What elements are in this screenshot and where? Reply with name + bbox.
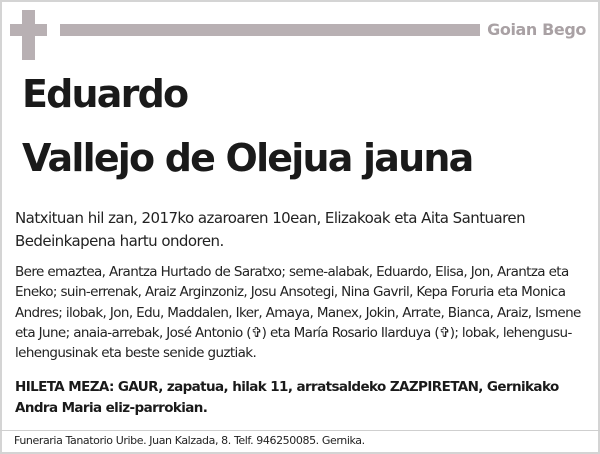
deceased-first-name: Eduardo	[22, 72, 188, 116]
publisher-label: Goian Bego	[487, 20, 586, 39]
death-notice-text: Natxituan hil zan, 2017ko azaroaren 10ean, Elizakoak eta Aita Santuaren Bedeinkapena hartu ondoren.	[15, 209, 526, 250]
footer-divider	[0, 430, 600, 431]
header-rule	[60, 24, 480, 36]
cross-horizontal-bar	[10, 24, 47, 36]
funeral-mass-text: HILETA MEZA: GAUR, zapatua, hilak 11, arratsaldeko ZAZPIRETAN, Gernikako Andra Maria eliz-parrokian.	[15, 379, 559, 416]
funeral-home-footer: Funeraria Tanatorio Uribe. Juan Kalzada, 8. Telf. 946250085. Gernika.	[14, 434, 365, 447]
family-list-text: Bere emaztea, Arantza Hurtado de Saratxo; seme-alabak, Eduardo, Elisa, Jon, Arantza eta Eneko; suin-errenak, Araiz Arginzoniz, Josu Ansotegi, Nina Gavril, Kepa Foruria eta Monica Andres; ilobak, Jon, Edu, Maddalen, Iker, Amaya, Manex, Jokin, Arrate, Bianca, Araiz, Ismene eta June; anaia-arrebak, José Antonio (✞) eta María Rosario Ilarduya (✞); lobak, lehengusu-lehengusinak eta beste senide guztiak.	[15, 264, 581, 362]
deceased-surname: Vallejo de Olejua jauna	[22, 136, 473, 180]
